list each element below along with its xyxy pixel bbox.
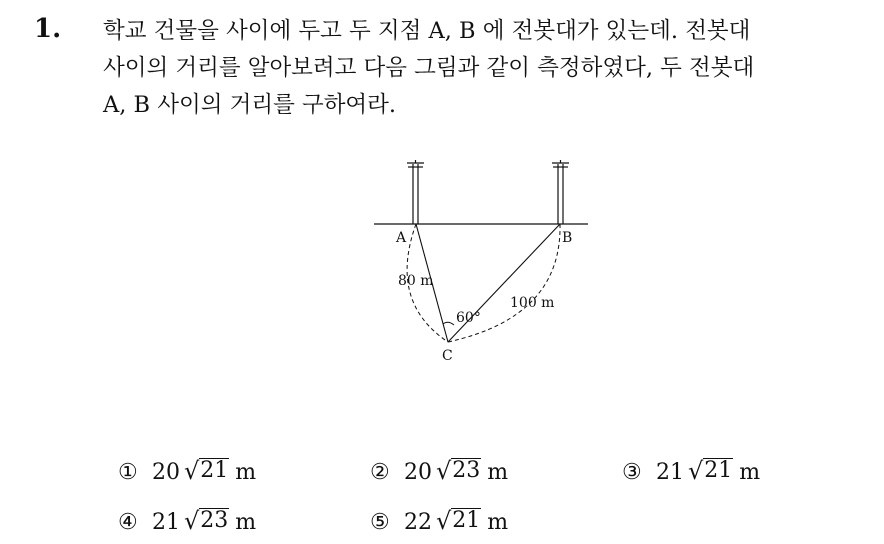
choice-number: ⑤ — [370, 510, 390, 536]
choice-coefficient: 21 — [152, 510, 180, 536]
choice-unit: m — [235, 460, 257, 486]
sqrt-icon: √ — [184, 507, 200, 536]
sqrt-expression — [184, 507, 229, 536]
sqrt-icon: √ — [184, 457, 200, 486]
label-angle-c: 60° — [456, 310, 481, 326]
choice-coefficient: 22 — [404, 510, 432, 536]
choice-unit: m — [739, 460, 761, 486]
label-c: C — [442, 348, 453, 364]
label-side-bc: 100 m — [510, 295, 555, 311]
sqrt-icon: √ — [436, 457, 452, 486]
choice-coefficient: 20 — [404, 460, 432, 486]
choice-unit: m — [487, 510, 509, 536]
radicand: 21 — [452, 508, 481, 533]
triangle-diagram — [360, 152, 600, 372]
question-number: 1. — [34, 14, 62, 44]
choice-coefficient: 20 — [152, 460, 180, 486]
angle-arc — [443, 322, 454, 325]
question-line: A, B 사이의 거리를 구하여라. — [103, 92, 397, 118]
sqrt-expression — [436, 457, 481, 486]
radicand: 23 — [452, 458, 481, 483]
triangle-figure — [360, 152, 600, 372]
radicand: 21 — [704, 458, 733, 483]
radicand: 23 — [200, 508, 229, 533]
question-line: 사이의 거리를 알아보려고 다음 그림과 같이 측정하였다, 두 전봇대 — [103, 55, 755, 81]
choice-3[interactable] — [622, 458, 760, 485]
radicand: 21 — [200, 458, 229, 483]
choice-5[interactable] — [370, 508, 508, 535]
label-a: A — [396, 230, 407, 246]
choice-number: ② — [370, 460, 390, 486]
sqrt-icon: √ — [436, 507, 452, 536]
question-text — [103, 13, 873, 124]
question-line: 학교 건물을 사이에 두고 두 지점 A, B 에 전봇대가 있는데. 전봇대 — [103, 18, 751, 44]
choice-2[interactable] — [370, 458, 508, 485]
label-b: B — [562, 230, 573, 246]
choice-coefficient: 21 — [656, 460, 684, 486]
pole-a — [407, 160, 424, 224]
choice-unit: m — [487, 460, 509, 486]
choice-number: ④ — [118, 510, 138, 536]
choice-1[interactable] — [118, 458, 256, 485]
choice-unit: m — [235, 510, 257, 536]
label-side-ac: 80 m — [398, 273, 434, 289]
sqrt-expression — [436, 507, 481, 536]
sqrt-expression — [688, 457, 733, 486]
choice-4[interactable] — [118, 508, 256, 535]
choice-number: ③ — [622, 460, 642, 486]
pole-b — [552, 160, 569, 224]
choice-number: ① — [118, 460, 138, 486]
sqrt-icon: √ — [688, 457, 704, 486]
sqrt-expression — [184, 457, 229, 486]
